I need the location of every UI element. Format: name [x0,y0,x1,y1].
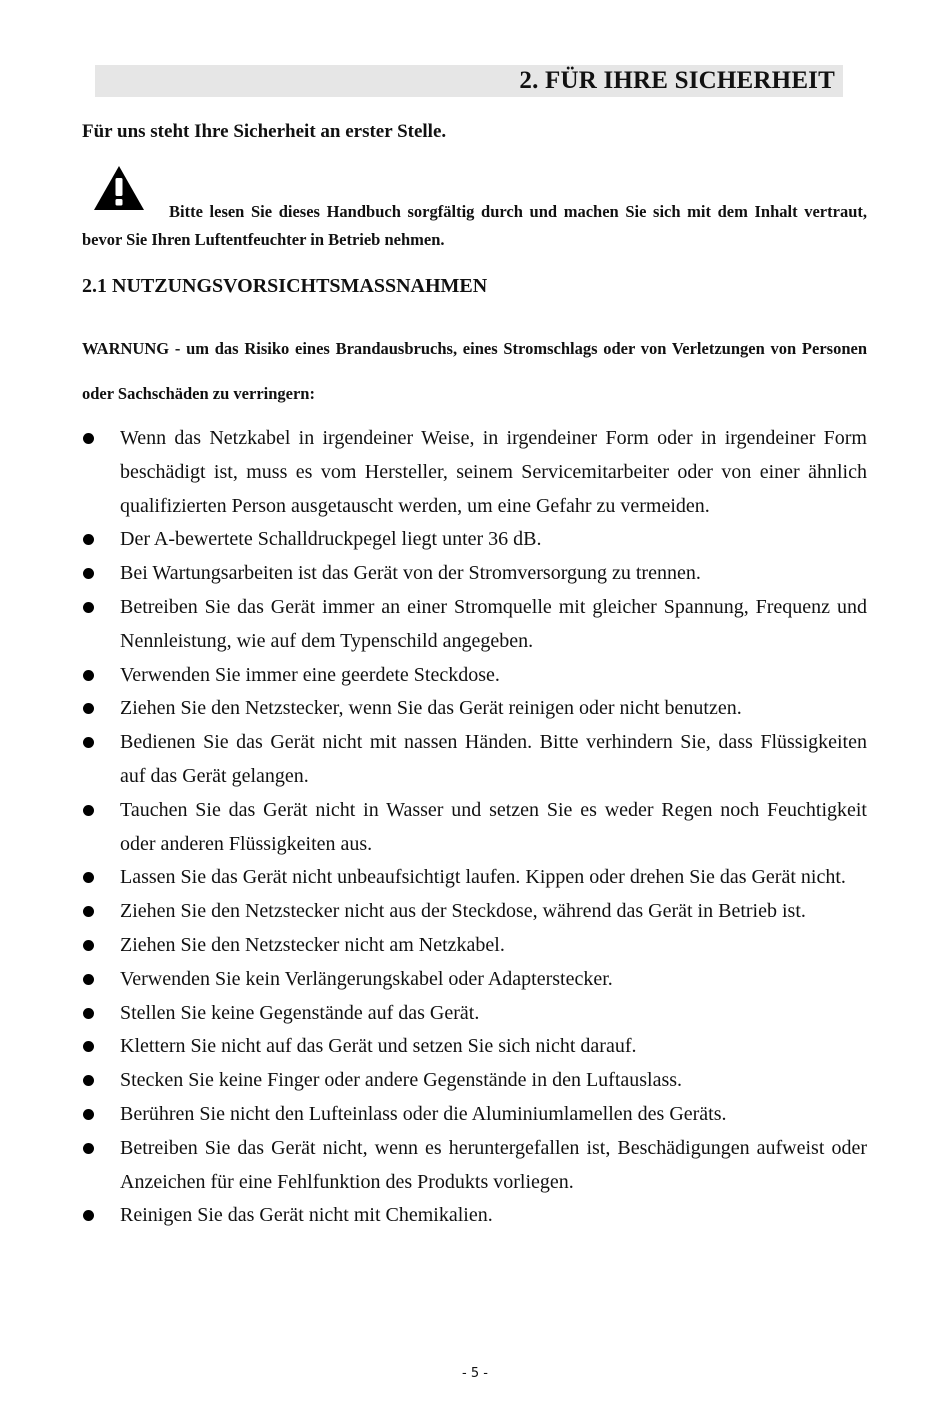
list-item-text: Wenn das Netzkabel in irgendeiner Weise, in irgendeiner Form oder in irgendeiner Form beschädigt ist, muss es vom Hersteller, seinem Servicemitarbeiter oder von einer ähnlich qualifizierten Person ausgetauscht werden, um eine Gefahr zu vermeiden. [120,427,867,517]
list-item [82,1199,867,1233]
bullet-icon [83,568,94,579]
bullet-icon [83,872,94,883]
list-item [82,557,867,591]
bullet-icon [83,1075,94,1086]
warning-statement: WARNUNG - um das Risiko eines Brandausbruchs, eines Stromschlags oder von Verletzungen von Personen oder Sachschäden zu verringern: [82,339,867,403]
list-item [82,929,867,963]
list-item [82,963,867,997]
list-item-text: Klettern Sie nicht auf das Gerät und setzen Sie sich nicht darauf. [120,1035,637,1058]
list-item [82,422,867,523]
list-item [82,659,867,693]
bullet-icon [83,433,94,444]
list-item-text: Stellen Sie keine Gegenstände auf das Gerät. [120,1001,480,1024]
warning-note: Bitte lesen Sie dieses Handbuch sorgfältig durch und machen Sie sich mit dem Inhalt vertraut, bevor Sie Ihren Luftentfeuchter in Betrieb nehmen. [82,202,867,249]
list-item-text: Stecken Sie keine Finger oder andere Gegenstände in den Luftauslass. [120,1069,683,1092]
page-title: 2. FÜR IHRE SICHERHEIT [519,67,835,94]
list-item [82,591,867,659]
bullet-icon [83,940,94,951]
bullet-icon [83,534,94,545]
list-item [82,1098,867,1132]
list-item [82,997,867,1031]
bullet-icon [83,1210,94,1221]
section-header-bar [95,65,843,97]
list-item-text: Betreiben Sie das Gerät immer an einer Stromquelle mit gleicher Spannung, Frequenz und Nennleistung, wie auf dem Typenschild angegeben. [120,595,867,652]
list-item [82,523,867,557]
list-item [82,861,867,895]
list-item-text: Betreiben Sie das Gerät nicht, wenn es heruntergefallen ist, Beschädigungen aufweist oder Anzeichen für eine Fehlfunktion des Produkts vorliegen. [120,1136,867,1193]
bullet-icon [83,1143,94,1154]
intro-text: Für uns steht Ihre Sicherheit an erster Stelle. [82,121,447,142]
list-item-text: Bei Wartungsarbeiten ist das Gerät von der Stromversorgung zu trennen. [120,562,701,585]
bullet-icon [83,703,94,714]
bullet-icon [83,1109,94,1120]
page-number: - 5 - [462,1366,488,1381]
precautions-list [82,422,867,1233]
list-item-text: Ziehen Sie den Netzstecker nicht am Netzkabel. [120,933,505,956]
list-item-text: Bedienen Sie das Gerät nicht mit nassen Händen. Bitte verhindern Sie, dass Flüssigkeiten auf das Gerät gelangen. [120,731,867,787]
bullet-icon [83,906,94,917]
bullet-icon [83,1041,94,1052]
bullet-icon [83,805,94,816]
bullet-icon [83,1008,94,1019]
bullet-icon [83,602,94,613]
list-item-text: Ziehen Sie den Netzstecker nicht aus der Steckdose, während das Gerät in Betrieb ist. [120,900,806,923]
list-item-text: Verwenden Sie immer eine geerdete Steckdose. [120,663,500,686]
section-heading: 2.1 NUTZUNGSVORSICHTSMASSNAHMEN [82,275,488,297]
list-item [82,1030,867,1064]
list-item-text: Lassen Sie das Gerät nicht unbeaufsichtigt laufen. Kippen oder drehen Sie das Gerät nicht. [120,866,846,889]
list-item-text: Ziehen Sie den Netzstecker, wenn Sie das Gerät reinigen oder nicht benutzen. [120,697,742,720]
list-item [82,726,867,794]
bullet-icon [83,670,94,681]
list-item [82,1064,867,1098]
list-item-text: Der A-bewertete Schalldruckpegel liegt unter 36 dB. [120,528,542,551]
list-item-text: Reinigen Sie das Gerät nicht mit Chemikalien. [120,1204,493,1227]
bullet-icon [83,974,94,985]
bullet-icon [83,737,94,748]
list-item [82,794,867,862]
list-item-text: Berühren Sie nicht den Lufteinlass oder die Aluminiumlamellen des Geräts. [120,1102,727,1125]
list-item [82,1132,867,1200]
list-item-text: Tauchen Sie das Gerät nicht in Wasser und setzen Sie es weder Regen noch Feuchtigkeit oder anderen Flüssigkeiten aus. [120,798,867,855]
list-item [82,692,867,726]
list-item-text: Verwenden Sie kein Verlängerungskabel oder Adapterstecker. [120,967,613,990]
list-item [82,895,867,929]
